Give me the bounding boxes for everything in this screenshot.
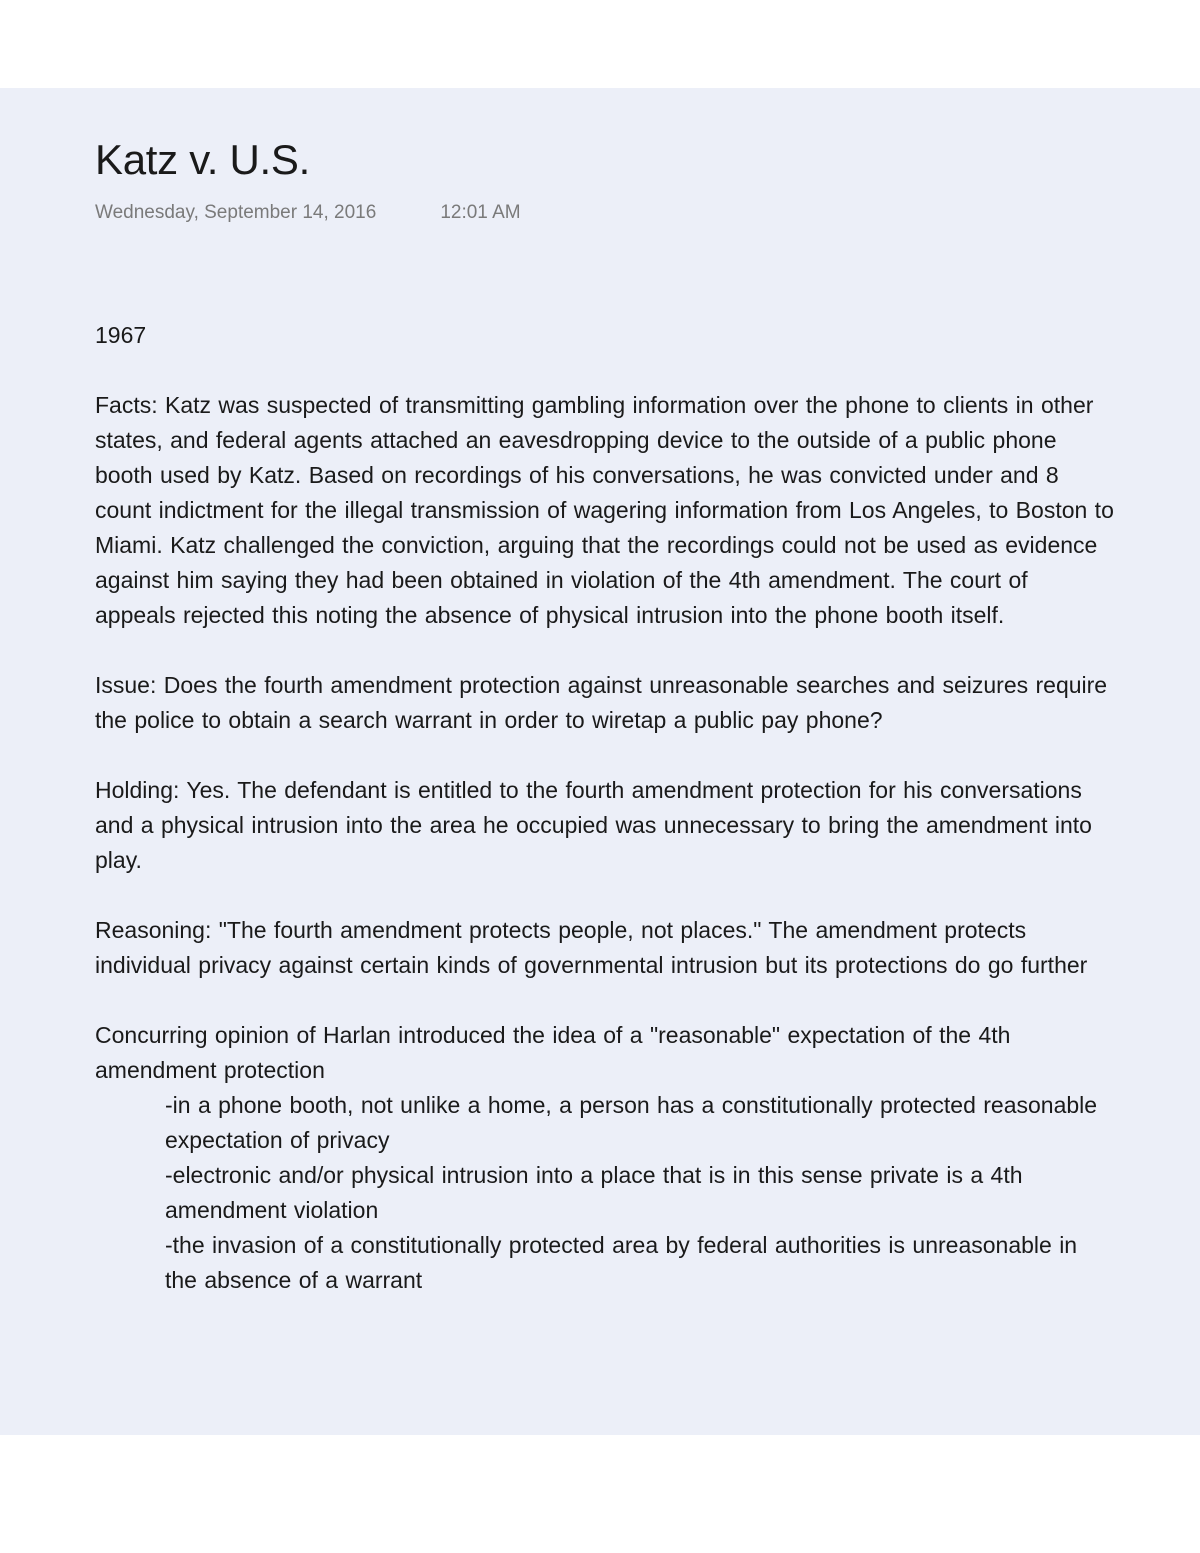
note-timestamp — [95, 200, 1115, 226]
issue-paragraph: Issue: Does the fourth amendment protection against unreasonable searches and seizures require the police to obtain a search warrant in order to wiretap a public pay phone? — [95, 672, 1108, 733]
facts-paragraph: Facts: Katz was suspected of transmitting gambling information over the phone to clients in other states, and federal agents attached an eavesdropping device to the outside of a public phone booth used by Katz. Based on recordings of his conversations, he was convicted under and 8 count indictment for the illegal transmission of wagering information from Los Angeles, to Boston to Miami. Katz challenged the conviction, arguing that the recordings could not be used as evidence against him saying they had been obtained in violation of the 4th amendment. The court of appeals rejected this noting the absence of physical intrusion into the phone booth itself. — [95, 392, 1114, 628]
note-content — [95, 134, 1115, 1298]
note-body — [95, 318, 1115, 1298]
list-item: -electronic and/or physical intrusion into a place that is in this sense private is a 4th amendment violation — [165, 1162, 1023, 1223]
concurring-points-list — [95, 1088, 1115, 1298]
note-date: Wednesday, September 14, 2016 — [95, 202, 377, 223]
list-item: -the invasion of a constitutionally protected area by federal authorities is unreasonable in the absence of a warrant — [165, 1232, 1078, 1293]
concurring-paragraph: Concurring opinion of Harlan introduced the idea of a "reasonable" expectation of the 4th amendment protection — [95, 1022, 1011, 1083]
reasoning-paragraph: Reasoning: "The fourth amendment protects people, not places." The amendment protects individual privacy against certain kinds of governmental intrusion but its protections do go further — [95, 917, 1088, 978]
year-paragraph: 1967 — [95, 322, 147, 348]
page-title: Katz v. U.S. — [95, 136, 311, 183]
note-time: 12:01 AM — [440, 202, 521, 223]
list-item: -in a phone booth, not unlike a home, a person has a constitutionally protected reasonable expectation of privacy — [165, 1092, 1098, 1153]
holding-paragraph: Holding: Yes. The defendant is entitled to the fourth amendment protection for his conversations and a physical intrusion into the area he occupied was unnecessary to bring the amendment into play. — [95, 777, 1092, 873]
